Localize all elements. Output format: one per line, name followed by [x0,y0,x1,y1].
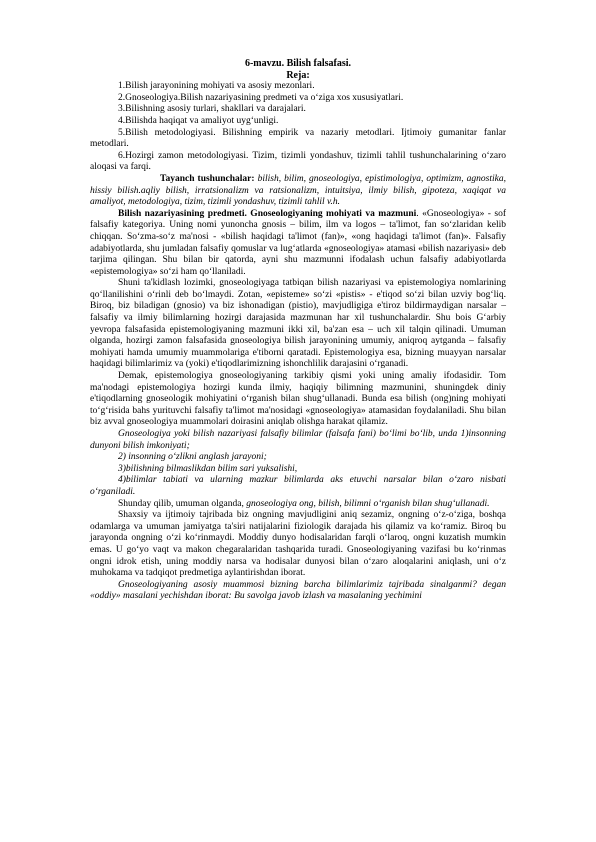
paragraph-emphasis: gnoseologiya ong, bilish, bilimni o‘rganish bilan shug‘ullanadi. [246,498,490,509]
paragraph: Shaxsiy va ijtimoiy tajribada biz ongning mavjudligini aniq sezamiz, ongning o‘z-o‘ziga, boshqa odamlarga va umuman jamiyatga ta'siri natijalarini fiziologik darajada his qilamiz va ko‘ramiz. Biroq bu jarayonda ongning o‘zi ko‘rinmaydi. Moddiy dunyo hodisalaridan farqli o‘laroq, ongni kuzatish mumkin emas. U go‘yo vaqt va makon chegaralaridan tashqarida turadi. Gnoseologiyaning vazifasi bu ko‘rinmas ongni idrok etish, uning moddiy narsa va hodisalar dunyosi bilan o‘zaro aloqalarini aniqlash, uni o‘z muhokama va tadqiqot predmetiga aylantirishdan iborat. [90,510,506,579]
plan-list [90,81,506,174]
paragraph: Shuni ta'kidlash lozimki, gnoseologiyaga tatbiqan bilish nazariyasi va epistemologiya nomlarining qo‘llanilishini o‘rinli deb bo‘lmaydi. Zotan, «episteme» so‘zi «pistis» - e'tiqod so‘zi bilan uzviy bog‘liq. Biroq, biz biladigan (gnosio) va biz ishonadigan (pistio), mavjudligiga e'tiroz bildirmaydigan narsalar – falsafiy va ilmiy bilimlarning hozirgi darajasida mazmunan har xil tushunchalardir. Shu bois G‘arbiy yevropa falsafasida epistemologiyaning mazmuni ikki xil, ba'zan esa – uch xil talqin qilinadi. Umuman olganda, hozirgi zamon falsafasida gnoseologiya bilish jarayonining umumiy, aniqroq aytganda – falsafiy mohiyati hamda umumiy muammolariga e'tiborni qaratadi. Epistemologiya esa, bizning muayyan narsalar haqidagi bilimlarimiz va (yoki) e'tiqodlarimizning ishonchlilik darajasini o‘rganadi. [90,278,506,370]
paragraph-italic: 3)bilishning bilmaslikdan bilim sari yuksalishi, [118,463,298,474]
plan-item: 3.Bilishning asosiy turlari, shakllari va darajalari. [118,104,306,115]
page-title: 6-mavzu. Bilish falsafasi. [244,58,352,69]
paragraph-subject [90,209,506,279]
paragraph-italic: 4)bilimlar tabiati va ularning mazkur bilimlarda aks etuvchi narsalar bilan o‘zaro nisbati o‘rganiladi. [90,475,506,497]
plan-item: 6.Hozirgi zamon metodologiyasi. Tizim, tizimli yondashuv, tizimli tahlil tushunchalarining o‘zaro aloqasi va farqi. [90,150,506,173]
paragraph-summary [90,499,506,511]
paragraph-italic: 2) insonning o‘zlikni anglash jarayoni; [118,452,267,463]
paragraph-italic: Gnoseologiyaning asosiy muammosi bizning barcha bilimlarimiz tajribada sinalganmi? degan «oddiy» masalani yechishdan iborat: Bu savolga javob izlash va masalaning yechimini [90,579,506,602]
section-heading: Bilish nazariyasining predmeti. Gnoseologiyaning mohiyati va mazmuni [118,208,417,219]
paragraph: Demak, epistemologiya gnoseologiyaning tarkibiy qismi yoki uning amaliy ifodasidir. Tom ma'nodagi epistemologiya hozirgi kunda ilmiy, haqiqiy bilimning mazmunini, shuningdek diniy e'tiqodlarning gnoseologik mohiyatini o‘rganish bilan shug‘ullanadi. Bunda esa bilish (ong)ning mohiyati to‘g‘risida bahs yurituvchi falsafiy ta'limot ma'nosidagi «gnoseologiya» atamasidan foydalaniladi. Shu bilan biz avval gnoseologiya muammolari doirasini aniqlab olishga harakat qilamiz. [90,371,506,428]
plan-heading: Reja: [286,69,310,81]
keywords-label: Tayanch tushunchalar: [160,173,255,184]
paragraph-italic: Gnoseologiya yoki bilish nazariyasi falsafiy bilimlar (falsafa fani) bo‘limi bo‘lib, unda 1)insonning dunyoni bilish imkoniyati; [90,429,506,451]
keywords-text: bilish, bilim, gnoseologiya, epistimologiya, optimizm, agnostika, hissiy bilish.aqliy bilish, irratsionalizm va ratsionalizm, intuitsiya, ilmiy bilish, gipoteza, xaqiqat va amaliyot, metodologiya, tizim, tizimli yondashuv, tizimli tahlil v.h. [90,173,506,208]
plan-item: 4.Bilishda haqiqat va amaliyot uyg‘unligi. [118,115,279,126]
paragraph-text: Shunday qilib, umuman olganda, [118,498,247,509]
plan-item: 5.Bilish metodologiyasi. Bilishning empirik va nazariy metodlari. Ijtimoiy gumanitar fanlar metodlari. [90,127,506,150]
paragraph-text: . «Gnoseologiya» - sof falsafiy kategoriya. Uning nomi yunoncha gnosis – bilim, ilm va logos – ta'limot, fan so‘zlaridan kelib chiqqan. So‘zma-so‘z ma'nosi - «bilish haqidagi ta'limot (fan)», «ong haqidagi ta'limot (fan)». Falsafiy adabiyotlarda, shu jumladan falsafiy qomuslar va lug‘atlarda «gnoseologiya» atamasi «bilish nazariyasi» deb tarjima qilingan. Shu bilan bir qatorda, ayni shu mazmunni ifodalash uchun falsafiy adabiyotlarda «epistemologiya» so‘zi ham qo‘llaniladi. [90,208,506,277]
plan-item: 1.Bilish jarayonining mohiyati va asosiy mezonlari. [118,81,315,92]
keywords-paragraph [90,174,506,209]
plan-item: 2.Gnoseologiya.Bilish nazariyasining predmeti va o‘ziga xos xususiyatlari. [118,92,404,103]
